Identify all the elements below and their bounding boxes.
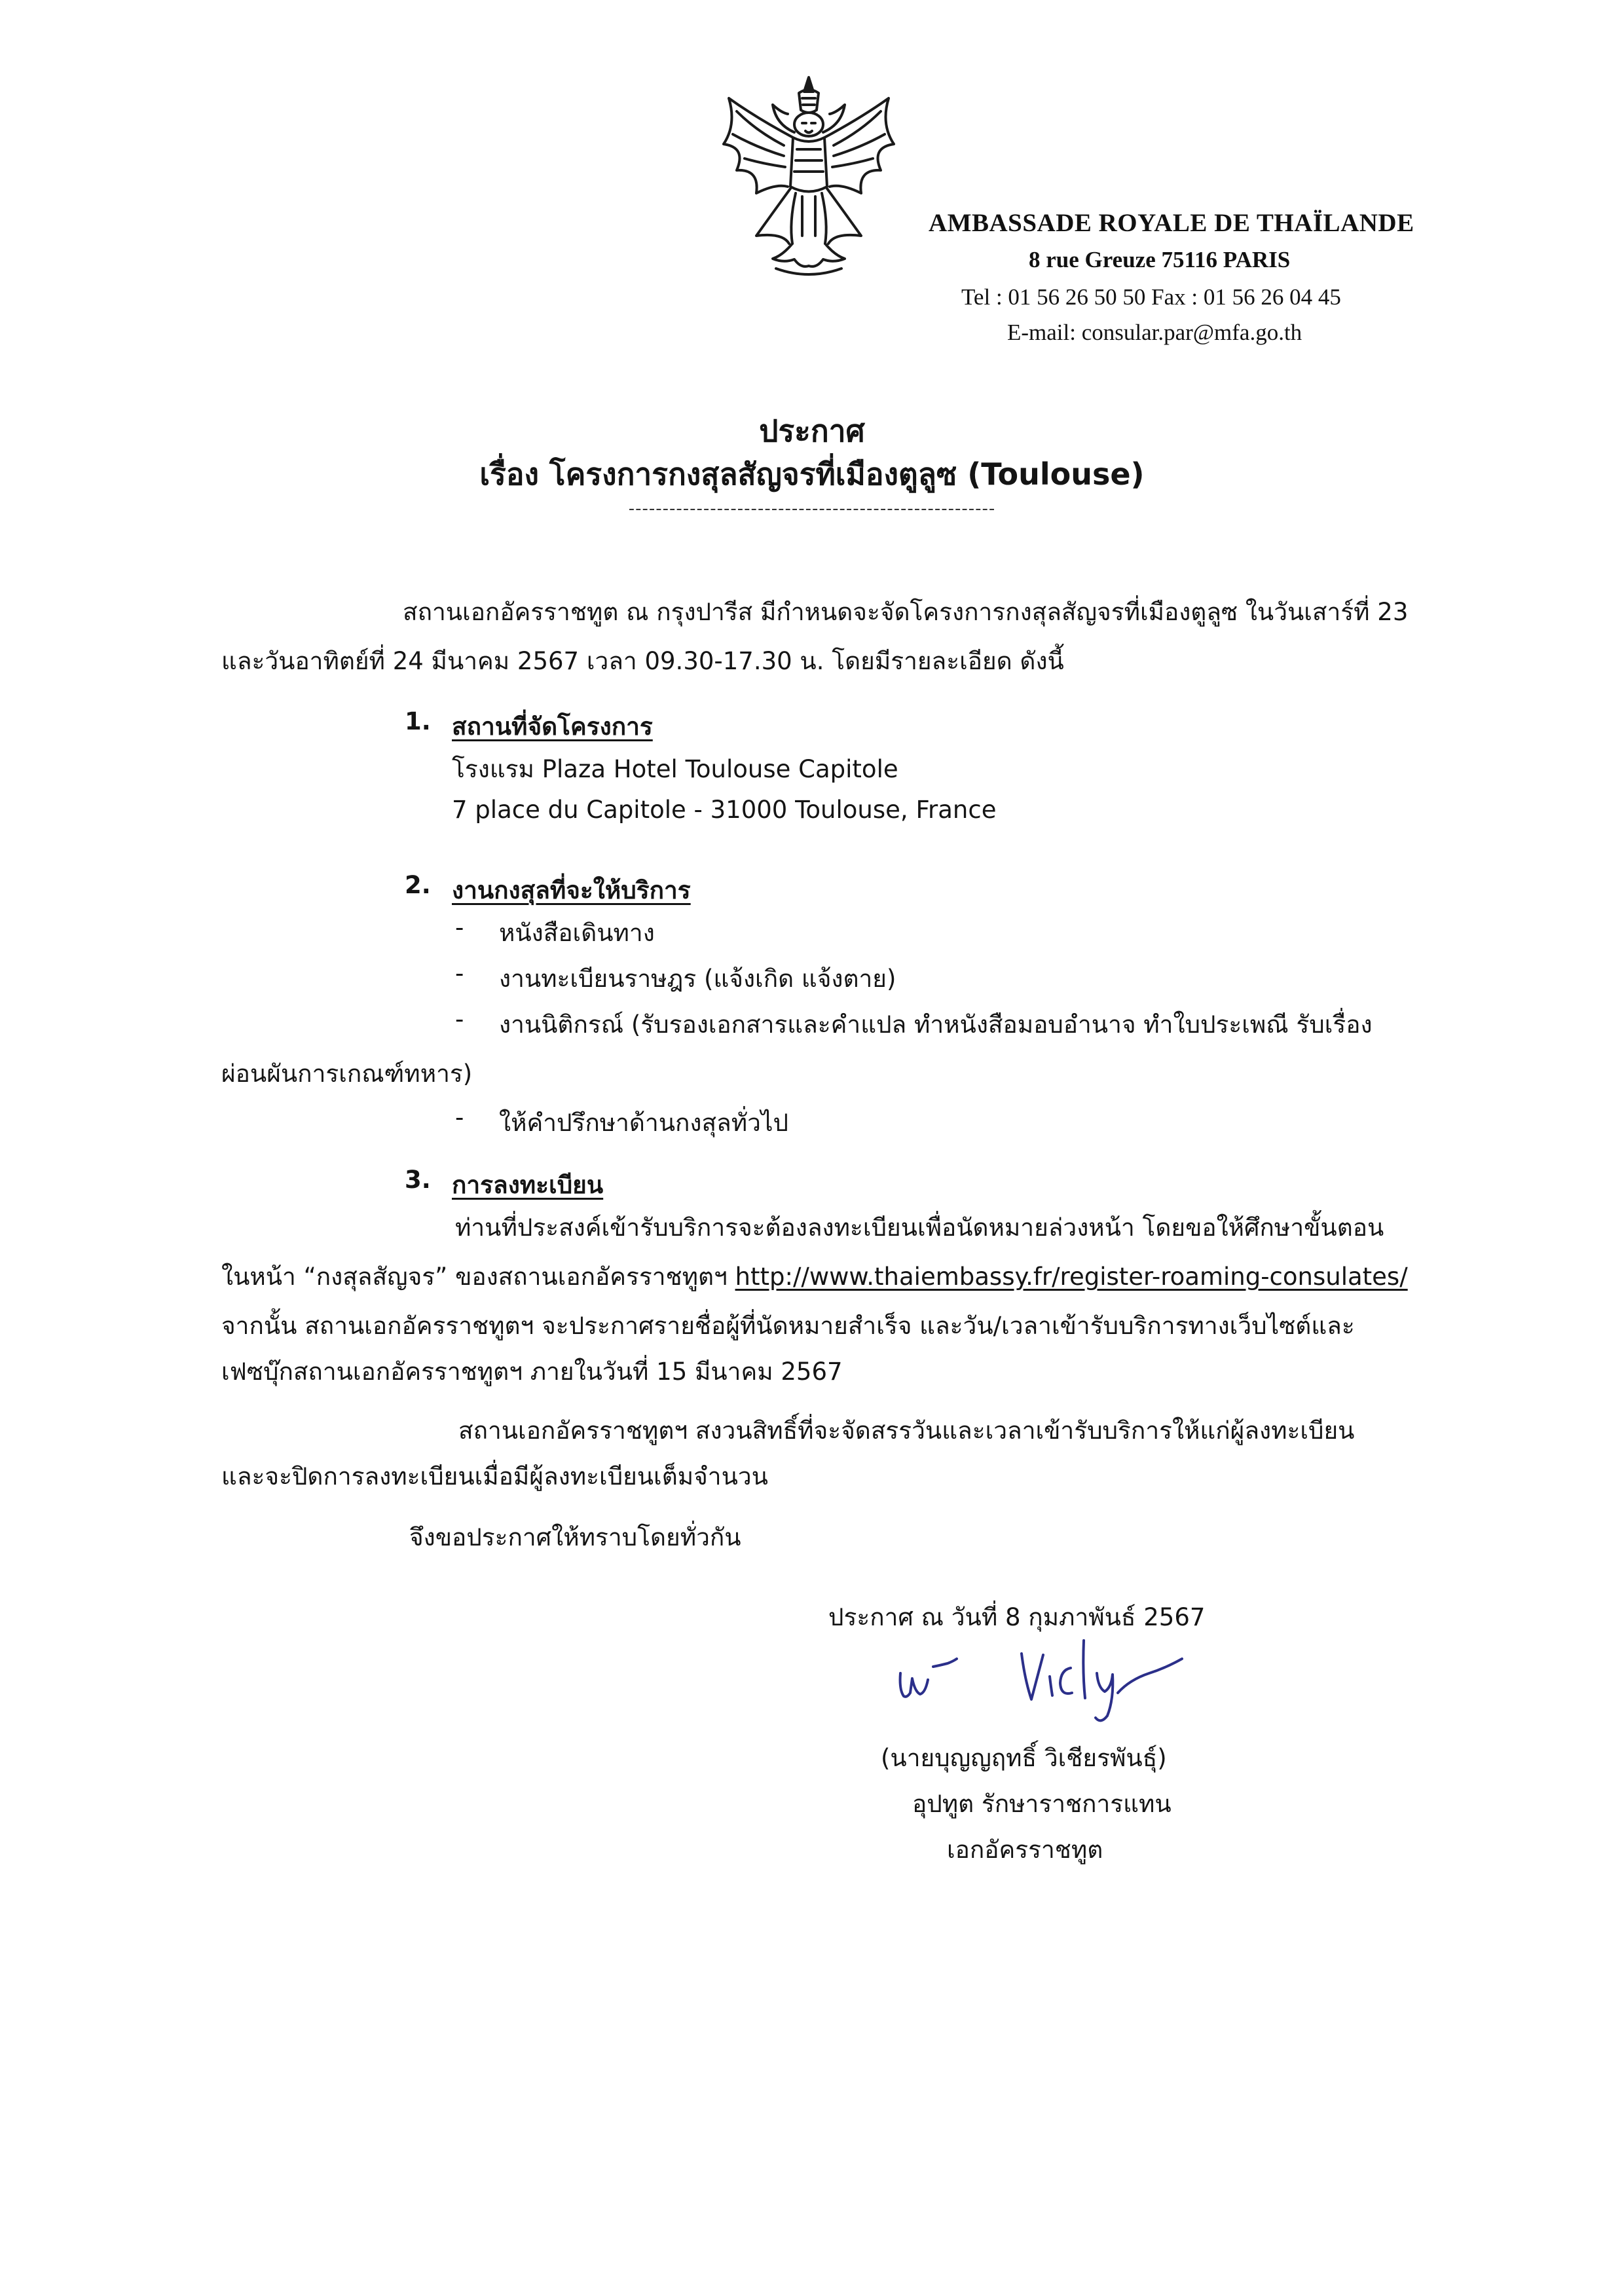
section-2-number: 2. [405, 871, 431, 899]
service-item-civil-registration: งานทะเบียนราษฎร (แจ้งเกิด แจ้งตาย) [499, 965, 896, 993]
bullet-dash: - [455, 959, 464, 988]
registration-line-2-text: ในหน้า “กงสุลสัญจร” ของสถานเอกอัครราชทูตฯ [221, 1263, 728, 1291]
section-2-heading: งานกงสุลที่จะให้บริการ [452, 876, 691, 904]
registration-line-2 [221, 1257, 1408, 1296]
bullet-dash: - [455, 914, 464, 942]
bullet-dash: - [455, 1005, 464, 1033]
title-rule: ------------------------------------------------------ [628, 499, 996, 519]
registration-line-1: ท่านที่ประสงค์เข้ารับบริการจะต้องลงทะเบียนเพื่อนัดหมายล่วงหน้า โดยขอให้ศึกษาขั้นตอน [455, 1213, 1384, 1242]
signatory-position: อุปทูต รักษาราชการแทน [912, 1790, 1172, 1818]
embassy-address: 8 rue Greuze 75116 PARIS [1029, 247, 1291, 272]
announcement-subject: เรื่อง โครงการกงสุลสัญจรที่เมืองตูลูซ (Toulouse) [479, 456, 1145, 492]
service-item-consultation: ให้คำปรึกษาด้านกงสุลทั่วไป [499, 1109, 788, 1137]
section-1-heading: สถานที่จัดโครงการ [452, 713, 653, 741]
registration-line-4: เฟซบุ๊กสถานเอกอัครราชทูตฯ ภายในวันที่ 15 มีนาคม 2567 [221, 1358, 843, 1386]
reserve-line-2: และจะปิดการลงทะเบียนเมื่อมีผู้ลงทะเบียนเต็มจำนวน [221, 1462, 768, 1491]
service-item-legalisation-cont: ผ่อนผันการเกณฑ์ทหาร) [221, 1060, 473, 1088]
section-1-number: 1. [405, 707, 431, 735]
intro-line-2: และวันอาทิตย์ที่ 24 มีนาคม 2567 เวลา 09.30-17.30 น. โดยมีรายละเอียด ดังนี้ [221, 647, 1064, 675]
section-3-heading: การลงทะเบียน [452, 1171, 604, 1199]
announcement-date: ประกาศ ณ วันที่ 8 กุมภาพันธ์ 2567 [828, 1603, 1206, 1631]
embassy-name: AMBASSADE ROYALE DE THAÏLANDE [929, 209, 1414, 237]
signatory-name: (นายบุญญฤทธิ์ วิเชียรพันธุ์) [881, 1744, 1167, 1772]
venue-address: 7 place du Capitole - 31000 Toulouse, France [452, 796, 997, 824]
registration-link[interactable]: http://www.thaiembassy.fr/register-roaming-consulates/ [735, 1263, 1408, 1291]
service-item-passport: หนังสือเดินทาง [499, 919, 655, 947]
intro-line-1: สถานเอกอัครราชทูต ณ กรุงปารีส มีกำหนดจะจัดโครงการกงสุลสัญจรที่เมืองตูลูซ ในวันเสาร์ที่ 23 [403, 598, 1409, 626]
garuda-emblem-icon [710, 72, 907, 282]
section-3-number: 3. [405, 1166, 431, 1194]
closing-statement: จึงขอประกาศให้ทราบโดยทั่วกัน [409, 1523, 741, 1551]
signatory-title: เอกอัครราชทูต [947, 1836, 1103, 1864]
venue-hotel: โรงแรม Plaza Hotel Toulouse Capitole [452, 755, 898, 783]
announcement-title: ประกาศ [759, 413, 865, 449]
bullet-dash: - [455, 1103, 464, 1132]
handwritten-signature [874, 1627, 1215, 1726]
embassy-phone-fax: Tel : 01 56 26 50 50 Fax : 01 56 26 04 45 [961, 284, 1341, 310]
embassy-email: E-mail: consular.par@mfa.go.th [1007, 320, 1302, 345]
reserve-line-1: สถานเอกอัครราชทูตฯ สงวนสิทธิ์ที่จะจัดสรรวันและเวลาเข้ารับบริการให้แก่ผู้ลงทะเบียน [458, 1416, 1355, 1445]
service-item-legalisation: งานนิติกรณ์ (รับรองเอกสารและคำแปล ทำหนังสือมอบอำนาจ ทำใบประเพณี รับเรื่อง [499, 1010, 1373, 1039]
registration-line-3: จากนั้น สถานเอกอัครราชทูตฯ จะประกาศรายชื่อผู้ที่นัดหมายสำเร็จ และวัน/เวลาเข้ารับบริการทางเว็บไซต์และ [221, 1312, 1355, 1340]
